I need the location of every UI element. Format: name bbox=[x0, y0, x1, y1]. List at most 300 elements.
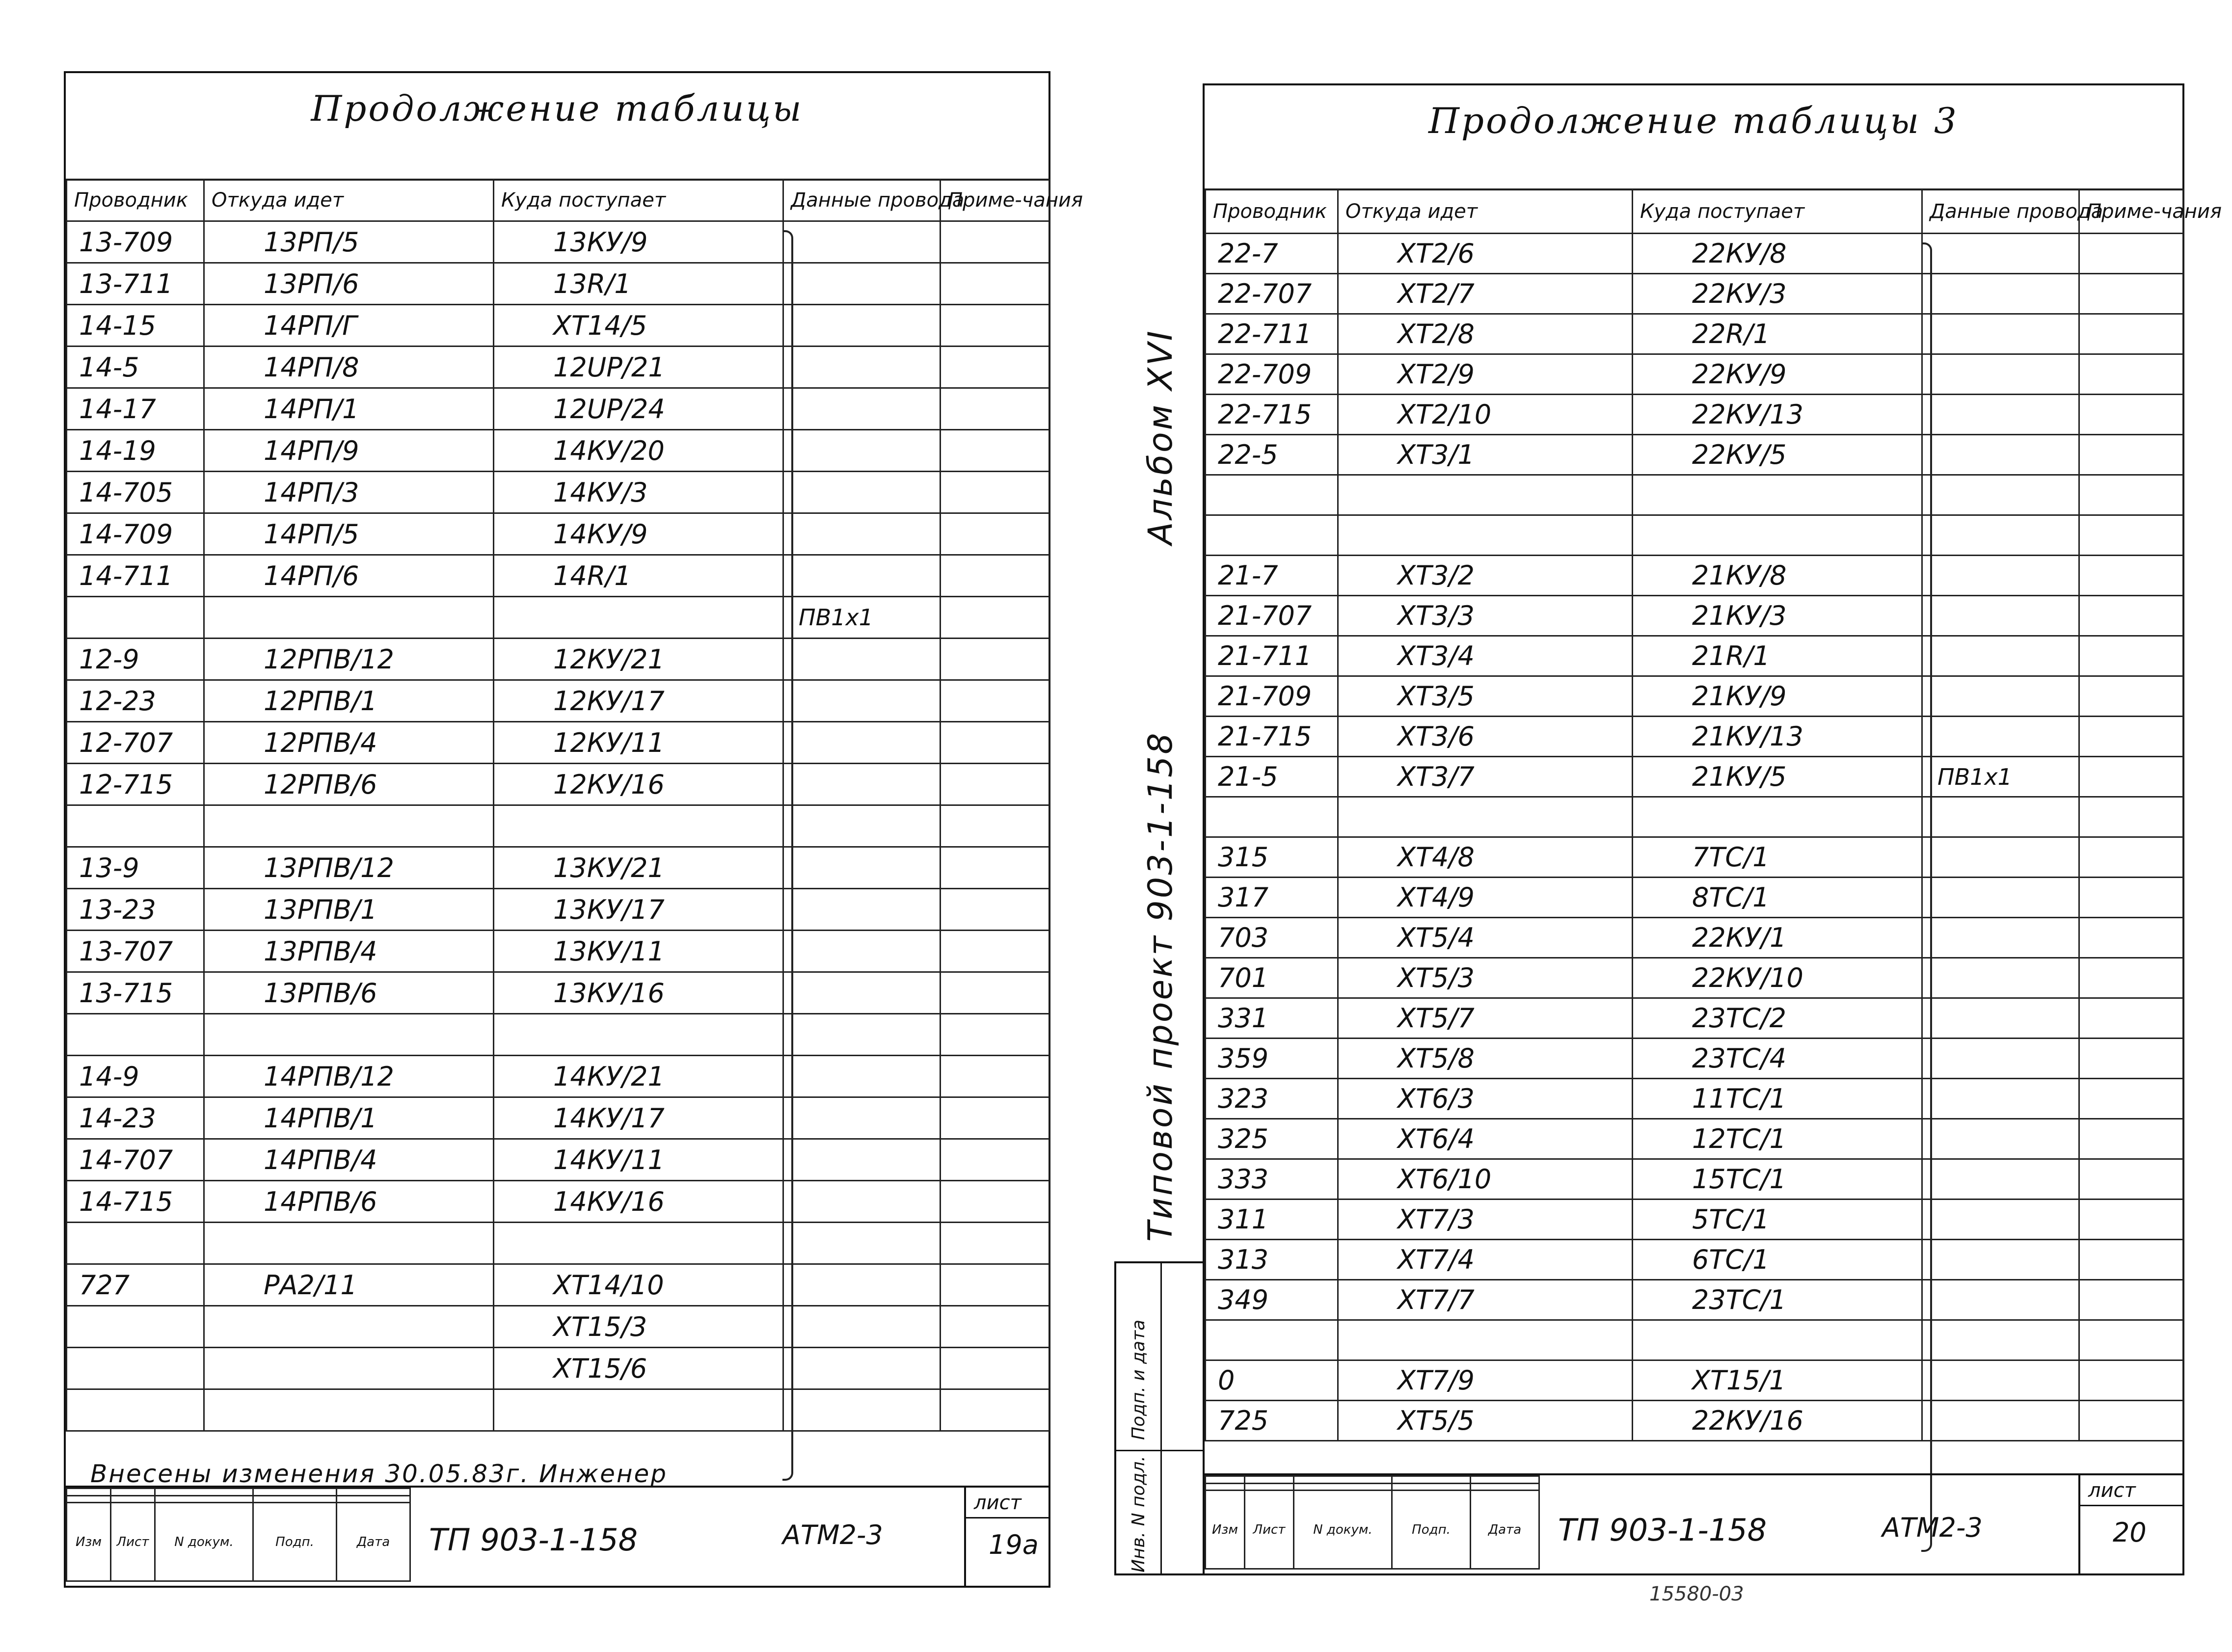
from-cell bbox=[204, 1389, 494, 1431]
table-row bbox=[67, 1181, 1049, 1223]
table-row bbox=[1206, 1079, 2183, 1119]
table-row bbox=[67, 263, 1049, 305]
table-row bbox=[67, 972, 1049, 1014]
wire-data-cell bbox=[1922, 958, 2079, 998]
wire-data-cell bbox=[1922, 837, 2079, 878]
sign-date-label: Подп. и дата bbox=[1129, 1319, 1149, 1440]
wire-cell bbox=[1206, 797, 1338, 837]
from-cell: ХТ6/10 bbox=[1338, 1159, 1633, 1199]
from-cell: 14РП/8 bbox=[204, 346, 494, 388]
wire-cell: 12-707 bbox=[67, 722, 204, 764]
table-row bbox=[67, 1306, 1049, 1348]
wire-cell: 21-715 bbox=[1206, 717, 1338, 757]
to-cell: 22КУ/5 bbox=[1633, 435, 1922, 475]
wire-data-cell bbox=[1922, 797, 2079, 837]
from-cell: ХТ7/3 bbox=[1338, 1199, 1633, 1240]
wire-data-cell bbox=[783, 1056, 941, 1097]
left-stamp-col-docno: N докум. bbox=[155, 1503, 253, 1581]
table-row bbox=[1206, 958, 2183, 998]
table-row bbox=[1206, 1401, 2183, 1441]
wire-data-cell bbox=[1922, 435, 2079, 475]
to-cell bbox=[1633, 475, 1922, 515]
notes-cell bbox=[2079, 475, 2183, 515]
wire-data-cell bbox=[1922, 515, 2079, 556]
wire-data-cell bbox=[783, 472, 941, 513]
left-table-title: Продолжение таблицы bbox=[311, 88, 804, 129]
to-cell: 14КУ/17 bbox=[494, 1097, 783, 1139]
from-cell: ХТ4/8 bbox=[1338, 837, 1633, 878]
table-row bbox=[67, 221, 1049, 263]
to-cell: 12ТС/1 bbox=[1633, 1119, 1922, 1159]
notes-cell bbox=[941, 847, 1049, 889]
wire-data-cell bbox=[1922, 1240, 2079, 1280]
wire-data-cell bbox=[783, 1348, 941, 1389]
left-sheet-box bbox=[964, 1488, 966, 1586]
right-stamp-col-date: Дата bbox=[1471, 1491, 1539, 1569]
table-row bbox=[67, 1264, 1049, 1306]
wire-data-cell bbox=[1922, 717, 2079, 757]
table-row bbox=[1206, 636, 2183, 676]
wire-data-cell bbox=[1922, 395, 2079, 435]
notes-cell bbox=[2079, 1119, 2183, 1159]
wire-data-cell bbox=[783, 1097, 941, 1139]
notes-cell bbox=[2079, 354, 2183, 395]
table-row bbox=[1206, 395, 2183, 435]
table-row bbox=[67, 1014, 1049, 1056]
to-cell: 13КУ/9 bbox=[494, 221, 783, 263]
side-stamp-box bbox=[1114, 1261, 1205, 1575]
wire-data-cell bbox=[783, 1181, 941, 1223]
wire-data-cell: ПВ1х1 bbox=[783, 597, 941, 639]
from-cell: 12РПВ/4 bbox=[204, 722, 494, 764]
table-row bbox=[1206, 435, 2183, 475]
wire-cell: 14-23 bbox=[67, 1097, 204, 1139]
notes-cell bbox=[941, 1097, 1049, 1139]
right-stamp-col-change: Изм bbox=[1206, 1491, 1245, 1569]
from-cell: 12РПВ/6 bbox=[204, 764, 494, 805]
wire-data-cell bbox=[783, 1139, 941, 1181]
from-cell bbox=[204, 1014, 494, 1056]
to-cell: 12КУ/21 bbox=[494, 639, 783, 680]
to-cell: 21R/1 bbox=[1633, 636, 1922, 676]
table-row bbox=[67, 1097, 1049, 1139]
to-cell: 13КУ/21 bbox=[494, 847, 783, 889]
wire-cell: 703 bbox=[1206, 918, 1338, 958]
wire-cell: 725 bbox=[1206, 1401, 1338, 1441]
wire-cell bbox=[67, 1348, 204, 1389]
from-cell: 13РП/5 bbox=[204, 221, 494, 263]
wire-data-cell bbox=[783, 1389, 941, 1431]
from-cell: 13РПВ/1 bbox=[204, 889, 494, 931]
from-cell: ХТ3/4 bbox=[1338, 636, 1633, 676]
wire-cell: 317 bbox=[1206, 878, 1338, 918]
to-cell: 22КУ/16 bbox=[1633, 1401, 1922, 1441]
wire-cell: 315 bbox=[1206, 837, 1338, 878]
notes-cell bbox=[2079, 998, 2183, 1039]
header-wire: Проводник bbox=[1206, 189, 1338, 234]
notes-cell bbox=[2079, 837, 2183, 878]
wire-data-cell: ПВ1х1 bbox=[1922, 757, 2079, 797]
table-row bbox=[1206, 1119, 2183, 1159]
table-row bbox=[67, 346, 1049, 388]
from-cell: ХТ2/6 bbox=[1338, 234, 1633, 274]
left-project-code: ТП 903-1-158 bbox=[429, 1522, 638, 1558]
table-row bbox=[67, 1223, 1049, 1264]
notes-cell bbox=[941, 680, 1049, 722]
notes-cell bbox=[941, 805, 1049, 847]
table-row bbox=[67, 889, 1049, 931]
right-header-row bbox=[1206, 189, 2183, 234]
notes-cell bbox=[2079, 556, 2183, 596]
to-cell bbox=[1633, 515, 1922, 556]
wire-cell bbox=[67, 1223, 204, 1264]
notes-cell bbox=[941, 472, 1049, 513]
left-stamp-col-change: Изм bbox=[67, 1503, 111, 1581]
wire-data-cell bbox=[783, 680, 941, 722]
wire-cell: 21-5 bbox=[1206, 757, 1338, 797]
left-drawing-mark: АТМ2-3 bbox=[782, 1519, 883, 1550]
from-cell: 13РПВ/12 bbox=[204, 847, 494, 889]
notes-cell bbox=[2079, 918, 2183, 958]
to-cell: 14КУ/3 bbox=[494, 472, 783, 513]
from-cell: ХТ3/2 bbox=[1338, 556, 1633, 596]
wire-cell: 727 bbox=[67, 1264, 204, 1306]
notes-cell bbox=[941, 1348, 1049, 1389]
left-sheet-label: лист bbox=[974, 1492, 1022, 1514]
notes-cell bbox=[2079, 596, 2183, 636]
wire-data-cell bbox=[1922, 1199, 2079, 1240]
from-cell: ХТ6/4 bbox=[1338, 1119, 1633, 1159]
from-cell bbox=[1338, 797, 1633, 837]
to-cell bbox=[1633, 1320, 1922, 1360]
wire-cell: 14-9 bbox=[67, 1056, 204, 1097]
from-cell bbox=[1338, 515, 1633, 556]
to-cell: 21КУ/5 bbox=[1633, 757, 1922, 797]
right-sheet-number: 20 bbox=[2113, 1517, 2147, 1548]
wire-cell: 13-711 bbox=[67, 263, 204, 305]
wire-cell: 14-15 bbox=[67, 305, 204, 346]
table-row bbox=[1206, 998, 2183, 1039]
header-notes: Приме-чания bbox=[2079, 189, 2183, 234]
to-cell: 22R/1 bbox=[1633, 314, 1922, 354]
to-cell: ХТ15/6 bbox=[494, 1348, 783, 1389]
to-cell bbox=[494, 597, 783, 639]
change-note: Внесены изменения 30.05.83г. Инженер bbox=[90, 1460, 668, 1488]
from-cell: 14РП/5 bbox=[204, 513, 494, 555]
wire-cell: 21-711 bbox=[1206, 636, 1338, 676]
table-row bbox=[67, 639, 1049, 680]
wire-data-cell bbox=[1922, 878, 2079, 918]
notes-cell bbox=[2079, 435, 2183, 475]
wire-cell: 14-19 bbox=[67, 430, 204, 472]
wire-cell: 0 bbox=[1206, 1360, 1338, 1401]
wire-data-cell bbox=[1922, 1159, 2079, 1199]
wire-cell: 14-711 bbox=[67, 555, 204, 597]
wire-data-cell bbox=[783, 764, 941, 805]
table-row bbox=[67, 680, 1049, 722]
notes-cell bbox=[941, 931, 1049, 972]
wire-data-cell bbox=[783, 722, 941, 764]
to-cell: 12UP/24 bbox=[494, 388, 783, 430]
right-stamp-col-sign: Подп. bbox=[1392, 1491, 1471, 1569]
to-cell: 23ТС/1 bbox=[1633, 1280, 1922, 1320]
to-cell: 12КУ/11 bbox=[494, 722, 783, 764]
left-wire-data-brace bbox=[782, 230, 793, 1481]
wire-cell: 22-711 bbox=[1206, 314, 1338, 354]
notes-cell bbox=[2079, 757, 2183, 797]
notes-cell bbox=[2079, 1159, 2183, 1199]
table-row bbox=[1206, 1320, 2183, 1360]
to-cell: ХТ15/1 bbox=[1633, 1360, 1922, 1401]
left-wire-table bbox=[66, 179, 1083, 1432]
to-cell: 22КУ/8 bbox=[1633, 234, 1922, 274]
wire-data-cell bbox=[1922, 234, 2079, 274]
wire-data-cell bbox=[1922, 1320, 2079, 1360]
notes-cell bbox=[941, 1389, 1049, 1431]
notes-cell bbox=[2079, 797, 2183, 837]
to-cell: 22КУ/10 bbox=[1633, 958, 1922, 998]
wire-cell: 311 bbox=[1206, 1199, 1338, 1240]
wire-cell bbox=[1206, 475, 1338, 515]
from-cell: 13РП/6 bbox=[204, 263, 494, 305]
table-row bbox=[1206, 475, 2183, 515]
table-row bbox=[1206, 1240, 2183, 1280]
left-stamp-grid bbox=[66, 1488, 411, 1582]
right-project-code: ТП 903-1-158 bbox=[1558, 1512, 1767, 1548]
header-wire-data: Данные провода bbox=[783, 180, 941, 221]
right-stamp-col-docno: N докум. bbox=[1294, 1491, 1392, 1569]
from-cell: ХТ3/3 bbox=[1338, 596, 1633, 636]
wire-data-cell bbox=[1922, 676, 2079, 717]
from-cell: ХТ3/5 bbox=[1338, 676, 1633, 717]
to-cell: 15ТС/1 bbox=[1633, 1159, 1922, 1199]
notes-cell bbox=[2079, 1280, 2183, 1320]
notes-cell bbox=[2079, 1079, 2183, 1119]
right-stamp-col-sheet: Лист bbox=[1245, 1491, 1294, 1569]
from-cell: 14РПВ/6 bbox=[204, 1181, 494, 1223]
from-cell: ХТ4/9 bbox=[1338, 878, 1633, 918]
wire-data-cell bbox=[1922, 998, 2079, 1039]
table-row bbox=[67, 472, 1049, 513]
left-sheet-box-rule bbox=[964, 1517, 1049, 1519]
wire-cell: 22-715 bbox=[1206, 395, 1338, 435]
wire-cell: 313 bbox=[1206, 1240, 1338, 1280]
table-row bbox=[1206, 757, 2183, 797]
header-wire-data: Данные провода bbox=[1922, 189, 2079, 234]
wire-data-cell bbox=[1922, 354, 2079, 395]
from-cell: ХТ7/4 bbox=[1338, 1240, 1633, 1280]
table-row bbox=[1206, 234, 2183, 274]
wire-data-cell bbox=[783, 805, 941, 847]
to-cell: 6ТС/1 bbox=[1633, 1240, 1922, 1280]
from-cell: 14РП/9 bbox=[204, 430, 494, 472]
wire-data-cell bbox=[1922, 475, 2079, 515]
notes-cell bbox=[941, 1056, 1049, 1097]
wire-data-cell bbox=[1922, 1280, 2079, 1320]
notes-cell bbox=[941, 764, 1049, 805]
to-cell: 12UP/21 bbox=[494, 346, 783, 388]
wire-cell: 14-715 bbox=[67, 1181, 204, 1223]
from-cell bbox=[1338, 475, 1633, 515]
from-cell: ХТ2/7 bbox=[1338, 274, 1633, 314]
from-cell: ХТ6/3 bbox=[1338, 1079, 1633, 1119]
to-cell: 23ТС/2 bbox=[1633, 998, 1922, 1039]
to-cell: 13КУ/16 bbox=[494, 972, 783, 1014]
to-cell: 22КУ/9 bbox=[1633, 354, 1922, 395]
wire-cell: 14-707 bbox=[67, 1139, 204, 1181]
wire-data-cell bbox=[783, 1223, 941, 1264]
table-row bbox=[1206, 837, 2183, 878]
to-cell: 21КУ/8 bbox=[1633, 556, 1922, 596]
from-cell: 13РПВ/6 bbox=[204, 972, 494, 1014]
wire-cell: 22-707 bbox=[1206, 274, 1338, 314]
wire-cell: 701 bbox=[1206, 958, 1338, 998]
wire-data-cell bbox=[783, 1306, 941, 1348]
album-label: Альбом XVI bbox=[1141, 329, 1180, 545]
to-cell: 21КУ/13 bbox=[1633, 717, 1922, 757]
wire-data-cell bbox=[783, 931, 941, 972]
wire-cell bbox=[1206, 515, 1338, 556]
header-notes: Приме-чания bbox=[941, 180, 1049, 221]
wire-cell: 21-7 bbox=[1206, 556, 1338, 596]
table-row bbox=[1206, 354, 2183, 395]
table-row bbox=[67, 388, 1049, 430]
to-cell: 22КУ/3 bbox=[1633, 274, 1922, 314]
notes-cell bbox=[941, 639, 1049, 680]
notes-cell bbox=[2079, 395, 2183, 435]
to-cell bbox=[494, 805, 783, 847]
right-sheet-box bbox=[2078, 1475, 2080, 1573]
from-cell: ХТ7/9 bbox=[1338, 1360, 1633, 1401]
from-cell: 14РПВ/4 bbox=[204, 1139, 494, 1181]
right-drawing-mark: АТМ2-3 bbox=[1882, 1512, 1983, 1543]
wire-data-cell bbox=[783, 847, 941, 889]
from-cell: 14РП/6 bbox=[204, 555, 494, 597]
table-row bbox=[1206, 1159, 2183, 1199]
notes-cell bbox=[941, 1181, 1049, 1223]
to-cell: 11ТС/1 bbox=[1633, 1079, 1922, 1119]
notes-cell bbox=[941, 513, 1049, 555]
header-from: Откуда идет bbox=[204, 180, 494, 221]
to-cell bbox=[494, 1223, 783, 1264]
notes-cell bbox=[941, 1264, 1049, 1306]
notes-cell bbox=[941, 597, 1049, 639]
from-cell bbox=[204, 1306, 494, 1348]
from-cell: ХТ5/4 bbox=[1338, 918, 1633, 958]
wire-data-cell bbox=[1922, 636, 2079, 676]
to-cell: 13КУ/17 bbox=[494, 889, 783, 931]
to-cell: 12КУ/17 bbox=[494, 680, 783, 722]
from-cell: ХТ2/9 bbox=[1338, 354, 1633, 395]
notes-cell bbox=[941, 388, 1049, 430]
right-sheet-box-rule bbox=[2078, 1505, 2182, 1506]
wire-data-cell bbox=[783, 513, 941, 555]
wire-cell: 13-23 bbox=[67, 889, 204, 931]
notes-cell bbox=[941, 430, 1049, 472]
left-sheet-number: 19а bbox=[989, 1529, 1039, 1560]
notes-cell bbox=[941, 1139, 1049, 1181]
table-row bbox=[1206, 1360, 2183, 1401]
notes-cell bbox=[941, 722, 1049, 764]
header-to: Куда поступает bbox=[1633, 189, 1922, 234]
to-cell: 21КУ/3 bbox=[1633, 596, 1922, 636]
header-to: Куда поступает bbox=[494, 180, 783, 221]
notes-cell bbox=[2079, 234, 2183, 274]
from-cell: ХТ5/3 bbox=[1338, 958, 1633, 998]
wire-data-cell bbox=[783, 1264, 941, 1306]
to-cell bbox=[494, 1014, 783, 1056]
wire-cell bbox=[67, 597, 204, 639]
table-row bbox=[1206, 274, 2183, 314]
to-cell: 14КУ/20 bbox=[494, 430, 783, 472]
from-cell bbox=[204, 1223, 494, 1264]
wire-data-cell bbox=[1922, 1401, 2079, 1441]
table-row bbox=[1206, 1199, 2183, 1240]
table-row bbox=[1206, 797, 2183, 837]
wire-data-cell bbox=[783, 1014, 941, 1056]
to-cell: 14КУ/21 bbox=[494, 1056, 783, 1097]
wire-cell: 323 bbox=[1206, 1079, 1338, 1119]
right-stamp-grid bbox=[1205, 1475, 1540, 1570]
right-sheet-label: лист bbox=[2088, 1479, 2136, 1502]
to-cell: 14R/1 bbox=[494, 555, 783, 597]
from-cell: 14РП/1 bbox=[204, 388, 494, 430]
wire-cell: 359 bbox=[1206, 1039, 1338, 1079]
notes-cell bbox=[941, 1014, 1049, 1056]
wire-data-cell bbox=[783, 889, 941, 931]
table-row bbox=[67, 1056, 1049, 1097]
table-row bbox=[1206, 1280, 2183, 1320]
wire-cell bbox=[67, 1389, 204, 1431]
to-cell: 8ТС/1 bbox=[1633, 878, 1922, 918]
notes-cell bbox=[2079, 878, 2183, 918]
notes-cell bbox=[941, 1306, 1049, 1348]
table-row bbox=[1206, 314, 2183, 354]
from-cell: 14РПВ/1 bbox=[204, 1097, 494, 1139]
left-header-row bbox=[67, 180, 1049, 221]
wire-data-cell bbox=[783, 430, 941, 472]
wire-cell: 22-5 bbox=[1206, 435, 1338, 475]
notes-cell bbox=[2079, 717, 2183, 757]
notes-cell bbox=[941, 221, 1049, 263]
wire-data-cell bbox=[783, 388, 941, 430]
left-sheet bbox=[64, 71, 1083, 1588]
from-cell: ХТ5/7 bbox=[1338, 998, 1633, 1039]
wire-data-cell bbox=[1922, 1119, 2079, 1159]
table-row bbox=[1206, 918, 2183, 958]
table-row bbox=[67, 1389, 1049, 1431]
notes-cell bbox=[2079, 1320, 2183, 1360]
wire-cell: 21-709 bbox=[1206, 676, 1338, 717]
left-stamp-col-sign: Подп. bbox=[253, 1503, 337, 1581]
table-row bbox=[1206, 515, 2183, 556]
header-from: Откуда идет bbox=[1338, 189, 1633, 234]
notes-cell bbox=[2079, 274, 2183, 314]
table-row bbox=[67, 555, 1049, 597]
table-row bbox=[1206, 676, 2183, 717]
wire-data-cell bbox=[1922, 596, 2079, 636]
inv-no-label: Инв. N подл. bbox=[1129, 1456, 1149, 1572]
from-cell: ХТ5/8 bbox=[1338, 1039, 1633, 1079]
table-row bbox=[1206, 596, 2183, 636]
to-cell bbox=[494, 1389, 783, 1431]
notes-cell bbox=[941, 555, 1049, 597]
table-row bbox=[67, 764, 1049, 805]
to-cell: 22КУ/13 bbox=[1633, 395, 1922, 435]
to-cell: 7ТС/1 bbox=[1633, 837, 1922, 878]
wire-cell: 12-9 bbox=[67, 639, 204, 680]
table-row bbox=[67, 597, 1049, 639]
